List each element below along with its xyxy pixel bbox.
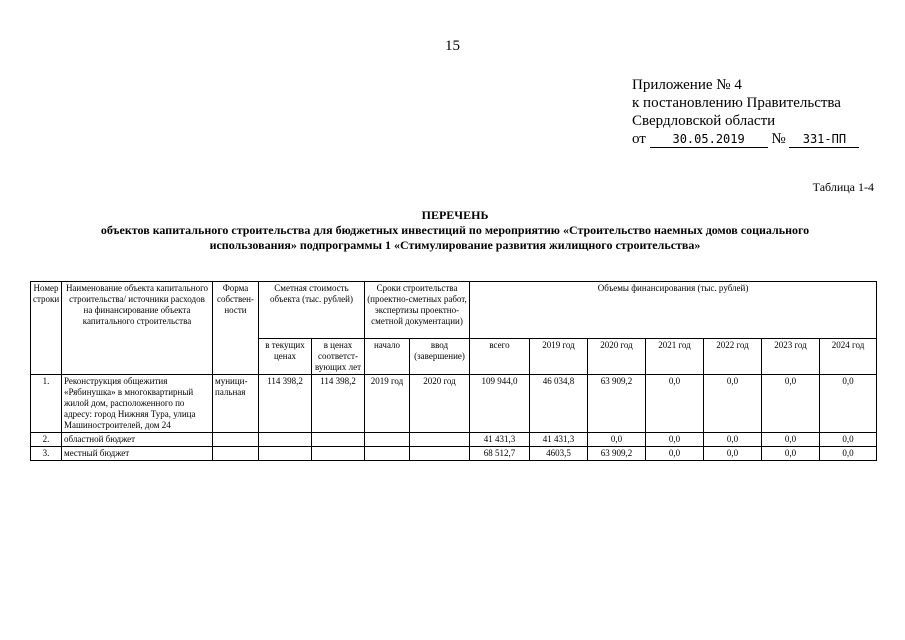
row-2020: 63 909,2 bbox=[588, 375, 646, 433]
table-row bbox=[31, 447, 877, 461]
row-2022: 0,0 bbox=[704, 447, 762, 461]
header-start: начало bbox=[365, 339, 410, 375]
row-2021: 0,0 bbox=[646, 447, 704, 461]
decree-date: 30.05.2019 bbox=[650, 132, 768, 148]
header-ownership: Форма собствен-ности bbox=[213, 282, 259, 375]
row-2019: 4603,5 bbox=[530, 447, 588, 461]
header-total: всего bbox=[470, 339, 530, 375]
row-2019: 41 431,3 bbox=[530, 433, 588, 447]
header-2020: 2020 год bbox=[588, 339, 646, 375]
header-2023: 2023 год bbox=[762, 339, 820, 375]
row-total: 41 431,3 bbox=[470, 433, 530, 447]
row-total: 109 944,0 bbox=[470, 375, 530, 433]
row-current-price bbox=[259, 433, 312, 447]
row-2021: 0,0 bbox=[646, 433, 704, 447]
date-prefix: от bbox=[632, 131, 646, 147]
row-2024: 0,0 bbox=[820, 433, 877, 447]
row-ownership: муници-пальная bbox=[213, 375, 259, 433]
row-2021: 0,0 bbox=[646, 375, 704, 433]
header-row-1 bbox=[31, 282, 877, 339]
row-name: областной бюджет bbox=[62, 433, 213, 447]
header-2022: 2022 год bbox=[704, 339, 762, 375]
row-end: 2020 год bbox=[410, 375, 470, 433]
decree-number: 331-ПП bbox=[789, 132, 859, 148]
row-start: 2019 год bbox=[365, 375, 410, 433]
header-2021: 2021 год bbox=[646, 339, 704, 375]
row-end bbox=[410, 433, 470, 447]
appendix-line-2: к постановлению Правительства bbox=[632, 95, 841, 111]
row-2023: 0,0 bbox=[762, 447, 820, 461]
row-2019: 46 034,8 bbox=[530, 375, 588, 433]
row-number: 1. bbox=[31, 375, 62, 433]
header-relevant-prices: в ценах соответст-вующих лет bbox=[312, 339, 365, 375]
title-line-1: объектов капитального строительства для бюджетных инвестиций по мероприятию «Строительство наемных домов социального bbox=[100, 223, 810, 237]
header-end: ввод (завершение) bbox=[410, 339, 470, 375]
row-end bbox=[410, 447, 470, 461]
row-2024: 0,0 bbox=[820, 447, 877, 461]
appendix-date-line bbox=[632, 130, 859, 148]
row-ownership bbox=[213, 433, 259, 447]
row-2023: 0,0 bbox=[762, 433, 820, 447]
row-2024: 0,0 bbox=[820, 375, 877, 433]
table-label: Таблица 1-4 bbox=[812, 180, 874, 194]
investment-table bbox=[30, 281, 877, 461]
header-funding: Объемы финансирования (тыс. рублей) bbox=[470, 282, 877, 339]
title-heading: ПЕРЕЧЕНЬ bbox=[421, 208, 489, 222]
appendix-block bbox=[632, 76, 859, 148]
row-relevant-price: 114 398,2 bbox=[312, 375, 365, 433]
number-prefix: № bbox=[771, 131, 786, 147]
row-total: 68 512,7 bbox=[470, 447, 530, 461]
header-current-prices: в текущих ценах bbox=[259, 339, 312, 375]
title-block bbox=[40, 208, 870, 253]
row-start bbox=[365, 433, 410, 447]
row-ownership bbox=[213, 447, 259, 461]
header-terms: Сроки строительства (проектно-сметных работ, экспертизы проектно-сметной документации) bbox=[365, 282, 470, 339]
title-line-2: использования» подпрограммы 1 «Стимулирование развития жилищного строительства» bbox=[209, 238, 701, 252]
row-current-price bbox=[259, 447, 312, 461]
row-2022: 0,0 bbox=[704, 375, 762, 433]
row-2022: 0,0 bbox=[704, 433, 762, 447]
row-number: 2. bbox=[31, 433, 62, 447]
table-row bbox=[31, 433, 877, 447]
row-number: 3. bbox=[31, 447, 62, 461]
appendix-line-3: Свердловской области bbox=[632, 113, 776, 129]
header-estimated-cost: Сметная стоимость объекта (тыс. рублей) bbox=[259, 282, 365, 339]
row-2020: 0,0 bbox=[588, 433, 646, 447]
row-relevant-price bbox=[312, 447, 365, 461]
appendix-line-1: Приложение № 4 bbox=[632, 77, 742, 93]
page-number: 15 bbox=[445, 38, 460, 54]
header-2024: 2024 год bbox=[820, 339, 877, 375]
row-current-price: 114 398,2 bbox=[259, 375, 312, 433]
header-2019: 2019 год bbox=[530, 339, 588, 375]
header-row-number: Номер строки bbox=[31, 282, 62, 375]
row-relevant-price bbox=[312, 433, 365, 447]
row-2023: 0,0 bbox=[762, 375, 820, 433]
row-name: местный бюджет bbox=[62, 447, 213, 461]
table-row bbox=[31, 375, 877, 433]
row-start bbox=[365, 447, 410, 461]
row-name: Реконструкция общежития «Рябинушка» в многоквартирный жилой дом, расположенного по адресу: город Нижняя Тура, улица Машиностроителей, дом 24 bbox=[62, 375, 213, 433]
row-2020: 63 909,2 bbox=[588, 447, 646, 461]
header-name: Наименование объекта капитального строительства/ источники расходов на финансирование объекта капитального строительства bbox=[62, 282, 213, 375]
